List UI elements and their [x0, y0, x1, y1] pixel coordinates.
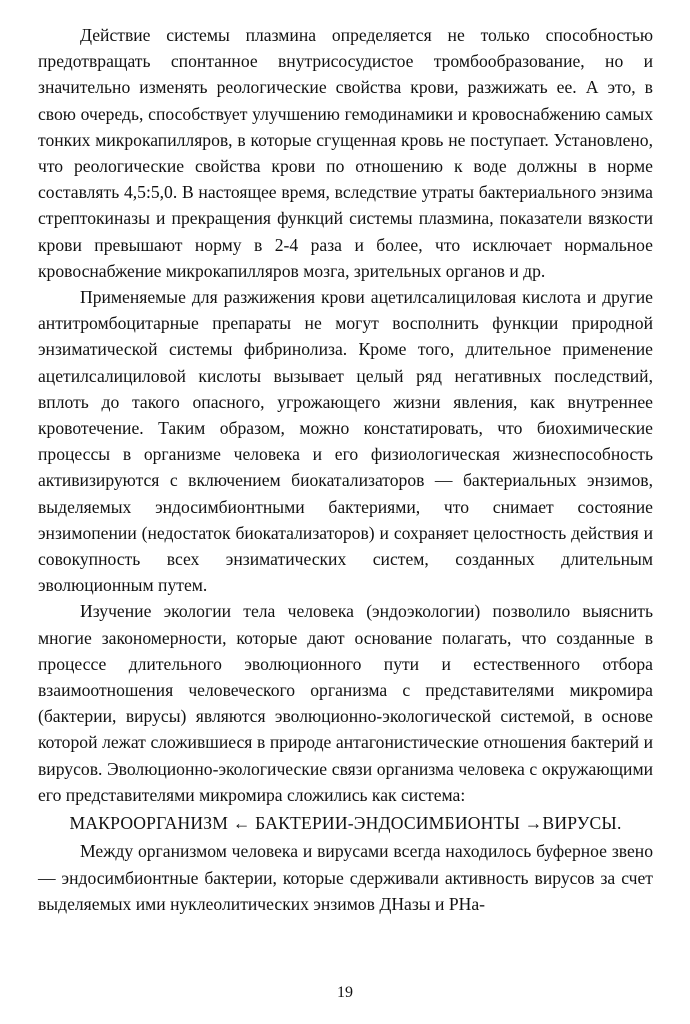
paragraph-endoecology: Изучение экологии тела человека (эндоэкологии) позволило выяснить многие закономерности, которые дают основание полагать, что созданные в процессе длительного эволюционного пути и естественного отбора взаимоотношения человеческого организма с представителями микромира (бактерии, вирусы) являются эволюционно-экологической системой, в основе которой лежат сложившиеся в природе антагонистические отношения бактерий и вирусов. Эволюционно-экологические связи организма человека с окружающими его представителями микромира сложились как система:: [38, 601, 653, 805]
paragraph-antiplatelet-drugs: Применяемые для разжижения крови ацетилсалициловая кислота и другие антитромбоцитарные препараты не могут восполнить функции природной энзиматической системы фибринолиза. Кроме того, длительное применение ацетилсалициловой кислоты вызывает целый ряд негативных последствий, вплоть до такого опасного, угрожающего жизни явления, как внутреннее кровотечение. Таким образом, можно констатировать, что биохимические процессы в организме человека и его физиологическая жизнеспособность активизируются с включением биокатализаторов — бактериальных энзимов, выделяемых эндосимбионтными бактериями, что снимает состояние энзимопении (недостаток биокатализаторов) и сохраняет целостность действия и совокупность всех энзиматических систем, созданных длительным эволюционным путем.: [38, 287, 653, 596]
system-formula: МАКРООРГАНИЗМ ← БАКТЕРИИ-ЭНДОСИМБИОНТЫ →ВИРУСЫ.: [69, 813, 622, 834]
page-number: 19: [337, 984, 353, 1001]
paragraph-buffer-link: Между организмом человека и вирусами всегда находилось буферное звено — эндосимбионтные бактерии, которые сдерживали активность вирусов за счет выделяемых ими нуклеолитических энзимов ДНазы и РНа-: [38, 841, 653, 914]
paragraph-plasmin-system: Действие системы плазмина определяется не только способностью предотвращать спонтанное внутрисосудистое тромбообразование, но и значительно изменять реологические свойства крови, разжижать ее. А это, в свою очередь, способствует улучшению гемодинамики и кровоснабжению самых тонких микрокапилляров, в которые сгущенная кровь не поступает. Установлено, что реологические свойства крови по отношению к воде должны в норме составлять 4,5:5,0. В настоящее время, вследствие утраты бактериального энзима стрептокиназы и прекращения функций системы плазмина, показатели вязкости крови превышают норму в 2-4 раза и более, что исключает нормальное кровоснабжение микрокапилляров мозга, зрительных органов и др.: [38, 25, 653, 281]
document-page: [38, 22, 653, 1002]
